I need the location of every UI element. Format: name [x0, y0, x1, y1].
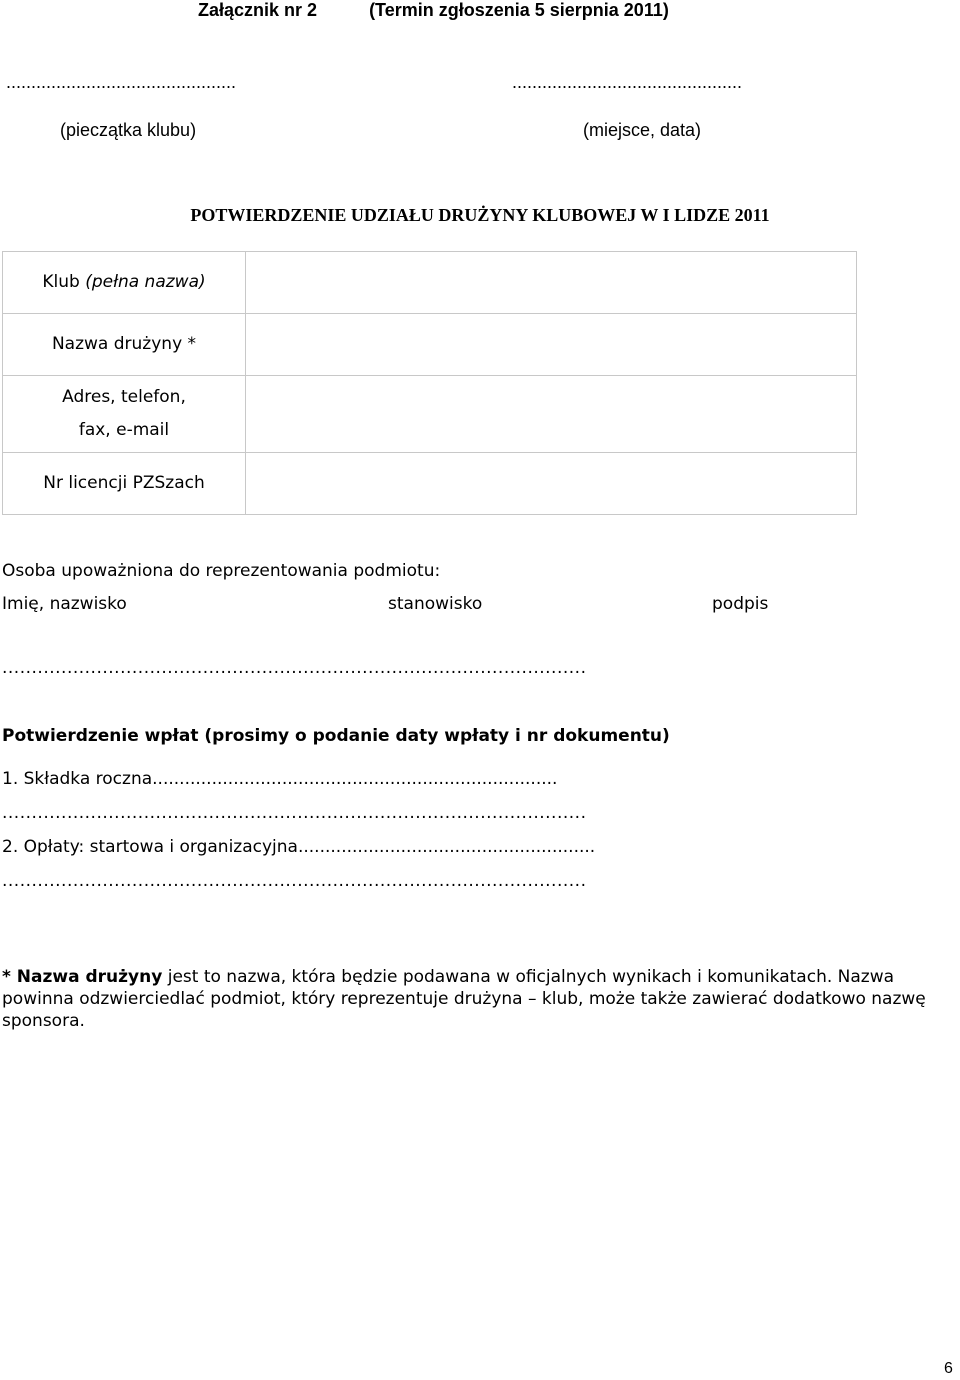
form-row-club [3, 252, 857, 314]
form-row-team [3, 314, 857, 376]
col-signature-label: podpis [712, 594, 769, 614]
payment-item-start-fees-dots: ................................................................................................... [2, 871, 587, 891]
address-field[interactable] [246, 376, 857, 453]
club-form-table [2, 251, 857, 515]
page-title: POTWIERDZENIE UDZIAŁU DRUŻYNY KLUBOWEJ W I LIDZE 2011 [190, 205, 770, 225]
payment-item-start-fees: 2. Opłaty: startowa i organizacyjna....................................................... [2, 837, 596, 857]
payments-heading: Potwierdzenie wpłat (prosimy o podanie daty wpłaty i nr dokumentu) [2, 726, 670, 746]
header-line [198, 0, 669, 21]
representative-dots: ................................................................................................... [2, 658, 587, 678]
club-label-main: Klub [42, 272, 86, 292]
team-name-field[interactable] [246, 314, 857, 376]
club-name-field[interactable] [246, 252, 857, 314]
date-dots-right: .............................................. [512, 72, 743, 92]
club-label [3, 252, 246, 314]
stamp-dots-left: .............................................. [6, 72, 237, 92]
footnote [2, 966, 942, 1032]
place-date-caption: (miejsce, data) [583, 120, 702, 140]
club-label-italic: (pełna nazwa) [85, 272, 206, 292]
stamp-caption: (pieczątka klubu) [60, 120, 197, 140]
address-label-line1: Adres, telefon, [62, 387, 186, 407]
payment-item-annual-fee-dots: ................................................................................................... [2, 803, 587, 823]
footnote-text: jest to nazwa, która będzie podawana w oficjalnych wynikach i komunikatach. Nazwa powinna odzwierciedlać podmiot, który reprezentuje drużyna – klub, może także zawierać dodatkowo nazwę sponsora. [2, 967, 926, 1031]
representative-heading: Osoba upoważniona do reprezentowania podmiotu: [2, 561, 441, 581]
deadline-label: (Termin zgłoszenia 5 sierpnia 2011) [369, 0, 669, 20]
footnote-star-term: * Nazwa drużyny [2, 967, 163, 987]
payment-item-annual-fee: 1. Składka roczna........................................................................... [2, 769, 558, 789]
page-number: 6 [944, 1360, 953, 1377]
col-position-label: stanowisko [388, 594, 483, 614]
col-name-label: Imię, nazwisko [2, 594, 127, 614]
address-label-line2: fax, e-mail [78, 420, 170, 440]
license-field[interactable] [246, 453, 857, 515]
form-row-address [3, 376, 857, 453]
team-name-label: Nazwa drużyny * [3, 314, 246, 376]
form-row-license [3, 453, 857, 515]
address-label [3, 376, 246, 453]
annex-label: Załącznik nr 2 [198, 0, 318, 20]
license-label: Nr licencji PZSzach [3, 453, 246, 515]
